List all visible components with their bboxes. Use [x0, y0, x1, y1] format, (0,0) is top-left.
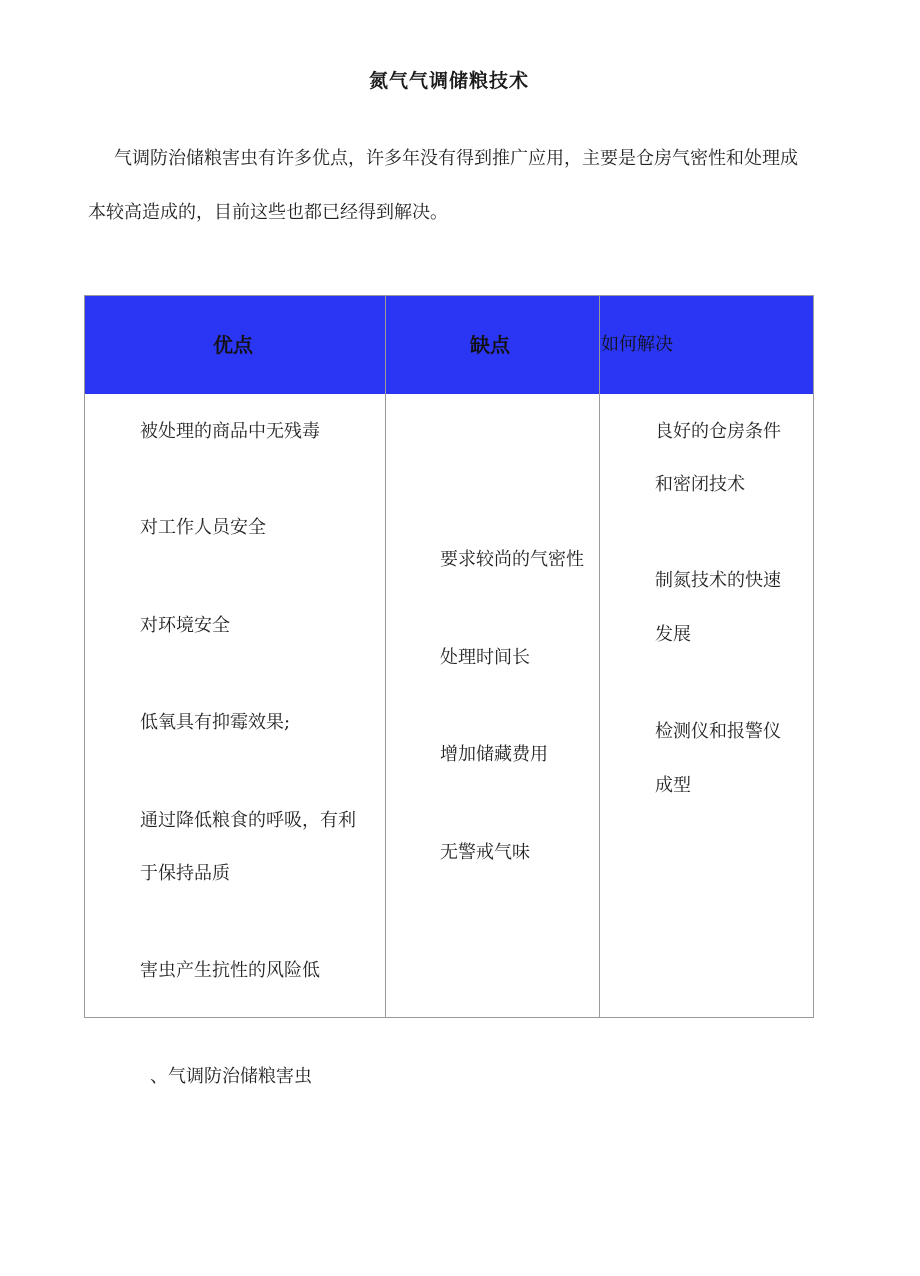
solution-item: 良好的仓房条件 [655, 421, 781, 442]
document-title: 氮气气调储粮技术 [368, 70, 529, 92]
advantage-item: 害虫产生抗性的风险低 [140, 960, 320, 981]
disadvantage-item: 增加储藏费用 [440, 744, 548, 765]
solution-item: 和密闭技术 [655, 474, 745, 495]
header-solutions: 如何解决 [601, 334, 673, 355]
column-divider [385, 296, 386, 1017]
advantage-item: 于保持品质 [140, 863, 230, 884]
section-heading: 、气调防治储粮害虫 [150, 1066, 312, 1087]
solution-item: 检测仪和报警仪 [655, 721, 781, 742]
advantage-item: 对环境安全 [140, 615, 230, 636]
intro-paragraph: 气调防治储粮害虫有许多优点，许多年没有得到推广应用，主要是仓房气密性和处理成本较高造成的，目前这些也都已经得到解决。 [88, 148, 798, 223]
comparison-table [84, 295, 814, 1018]
table-header-row [85, 296, 813, 394]
advantage-item: 低氧具有抑霉效果; [140, 712, 291, 733]
advantage-item: 被处理的商品中无残毒 [140, 421, 320, 442]
solution-item: 成型 [655, 775, 691, 796]
solution-item: 制氮技术的快速 [655, 570, 781, 591]
advantage-item: 对工作人员安全 [140, 517, 266, 538]
header-disadvantages: 缺点 [470, 333, 510, 357]
disadvantage-item: 处理时间长 [440, 647, 530, 668]
disadvantage-item: 无警戒气味 [440, 842, 530, 863]
disadvantage-item: 要求较尚的气密性 [440, 549, 584, 570]
header-advantages: 优点 [213, 333, 253, 357]
advantage-item: 通过降低粮食的呼吸，有利 [140, 810, 356, 831]
solution-item: 发展 [655, 624, 691, 645]
column-divider [599, 296, 600, 1017]
